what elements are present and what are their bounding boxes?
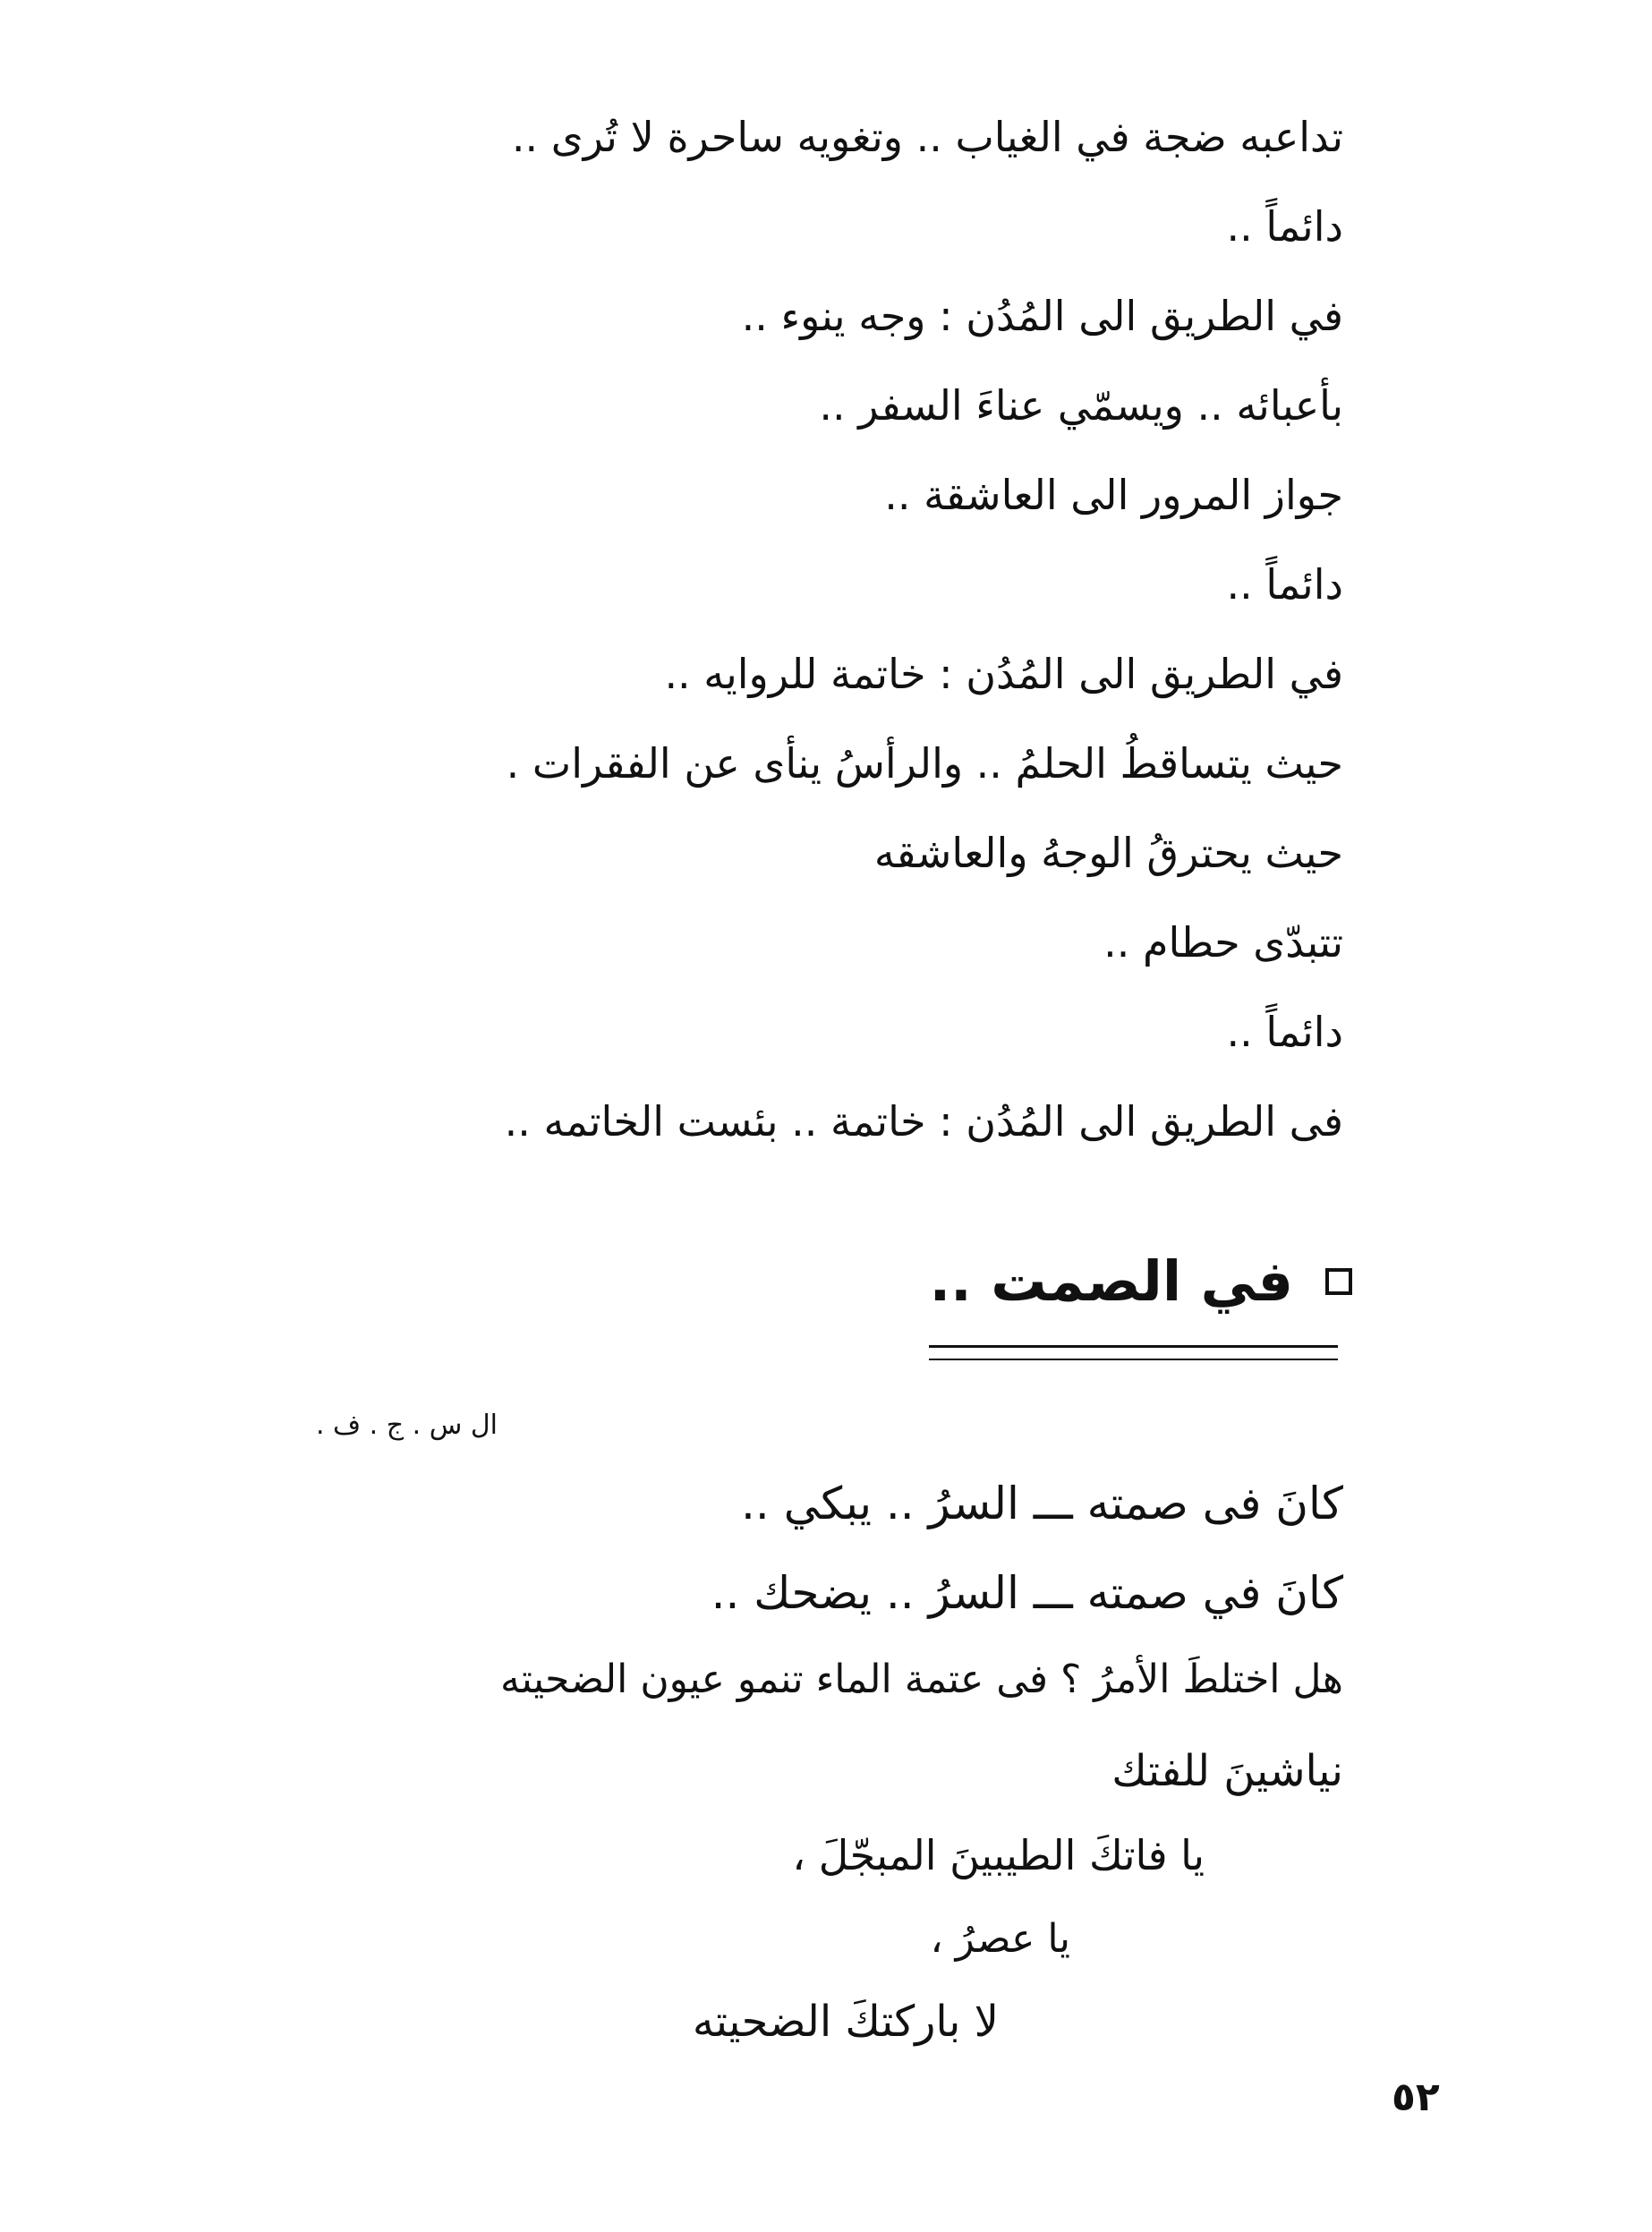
poem-line: كانَ فى صمته ـــ السرُ .. يبكي .. [741,1478,1343,1529]
title-underline [929,1345,1338,1348]
poem-line: فى الطريق الى المُدُن : خاتمة .. بئست الخاتمه .. [504,1097,1343,1146]
section-heading [930,1248,1352,1314]
author-initials: ال س . ج . ف . [315,1410,498,1441]
poem-line: حيث يحترقُ الوجهُ والعاشقه [873,829,1343,877]
square-bullet-icon [1325,1268,1352,1295]
poem-line: تتبدّى حطام .. [1103,918,1343,967]
poem-line: يا عصرُ ، [930,1916,1070,1962]
poem-line: دائماً .. [1226,1008,1343,1056]
poem-line: يا فاتكَ الطيبينَ المبجّلَ ، [792,1831,1205,1879]
poem-line: في الطريق الى المُدُن : وجه ينوء .. [741,292,1343,340]
poem-line: جواز المرور الى العاشقة .. [884,471,1343,519]
poem-line: حيث يتساقطُ الحلمُ .. والرأسُ ينأى عن الفقرات . [506,739,1343,788]
poem-line: كانَ في صمته ـــ السرُ .. يضحك .. [711,1567,1343,1619]
poem-line: في الطريق الى المُدُن : خاتمة للروايه .. [664,650,1343,698]
poem-line: هل اختلطَ الأمرُ ؟ فى عتمة الماء تنمو عيون الضحيته [500,1657,1343,1702]
poem-line: لا باركتكَ الضحيته [692,1997,999,2047]
poem-line: دائماً .. [1226,560,1343,609]
poem-line: بأعبائه .. ويسمّي عناءَ السفر .. [819,381,1343,430]
poem-line: نياشينَ للفتك [1111,1746,1343,1796]
page-number: ٥٢ [1392,2074,1440,2120]
poem-line: تداعبه ضجة في الغياب .. وتغويه ساحرة لا تُرى .. [511,113,1343,161]
poem-line: دائماً .. [1226,202,1343,251]
title-underline-secondary [929,1359,1338,1360]
section-title: في الصمت .. [929,1248,1293,1314]
